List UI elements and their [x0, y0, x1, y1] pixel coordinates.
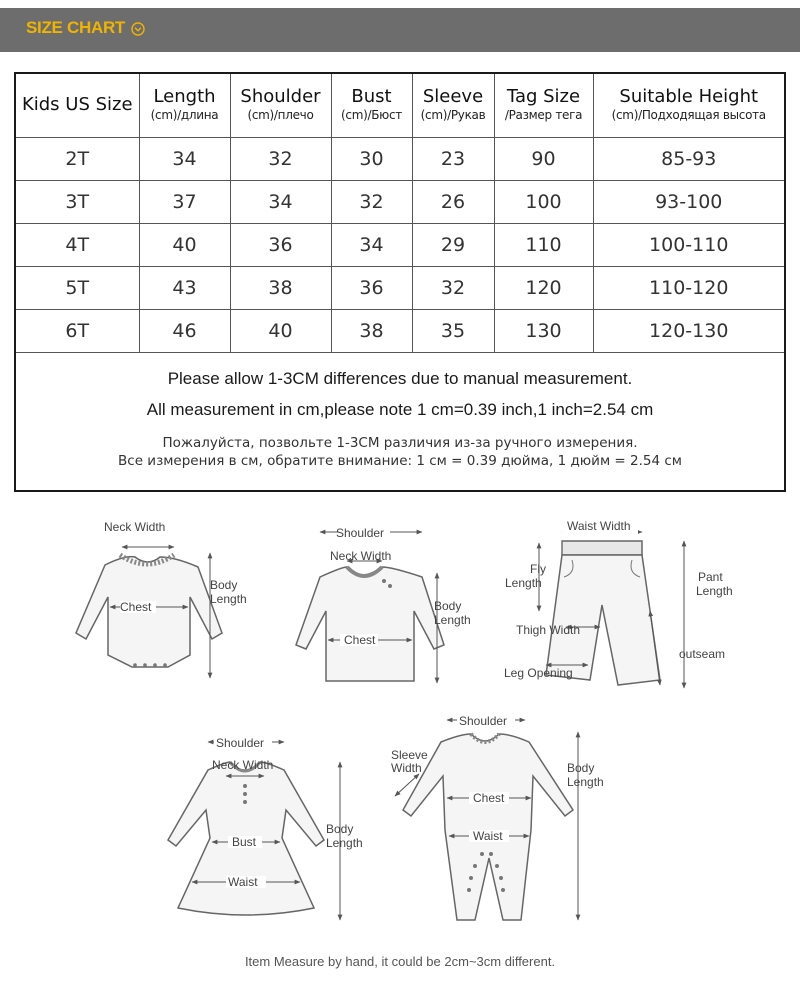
table-cell: 36 [331, 266, 412, 309]
table-cell: 110-120 [593, 266, 784, 309]
page-title: SIZE CHART [26, 18, 126, 37]
bodysuit-diagram [50, 515, 270, 690]
label-pant-length-2: Length [696, 584, 733, 598]
table-cell: 6T [16, 309, 139, 352]
table-cell: 32 [412, 266, 494, 309]
column-header: Sleeve (cm)/Рукав [412, 74, 494, 137]
label-chest: Chest [344, 633, 376, 647]
measurement-notes [16, 355, 784, 490]
table-cell: 2T [16, 137, 139, 180]
romper-illustration [385, 708, 615, 928]
table-cell: 120-130 [593, 309, 784, 352]
note-russian-2: Все измерения в см, обратите внимание: 1 см = 0.39 дюйма, 1 дюйм = 2.54 см [118, 453, 682, 469]
table-cell: 32 [230, 137, 331, 180]
table-cell: 34 [230, 180, 331, 223]
table-cell: 30 [331, 137, 412, 180]
table-cell: 46 [139, 309, 230, 352]
note-english-2: All measurement in cm,please note 1 cm=0.39 inch,1 inch=2.54 cm [146, 400, 654, 419]
label-body-length-1: Body [567, 761, 595, 775]
label-body-length-2: Length [434, 613, 471, 627]
table-cell: 93-100 [593, 180, 784, 223]
label-neck-width: Neck Width [330, 549, 392, 563]
label-waist: Waist [473, 829, 503, 843]
table-cell: 40 [230, 309, 331, 352]
table-cell: 130 [494, 309, 593, 352]
label-sleeve-width-1: Sleeve [391, 748, 428, 762]
size-table [16, 74, 784, 353]
note-english-1: Please allow 1-3CM differences due to manual measurement. [167, 369, 633, 388]
table-row [16, 180, 784, 223]
label-body-length-2: Length [567, 775, 604, 789]
table-cell: 120 [494, 266, 593, 309]
table-cell: 34 [139, 137, 230, 180]
label-sleeve-width-2: Width [391, 761, 422, 775]
column-header: Kids US Size [16, 74, 139, 137]
table-cell: 5T [16, 266, 139, 309]
chevron-down-circle-icon [131, 22, 145, 36]
column-header: Bust (cm)/Бюст [331, 74, 412, 137]
label-bust: Bust [232, 835, 257, 849]
label-chest: Chest [120, 600, 152, 614]
dress-illustration [168, 728, 378, 928]
label-fly-length-2: Length [505, 576, 542, 590]
table-cell: 26 [412, 180, 494, 223]
top-diagram [272, 515, 482, 690]
table-cell: 110 [494, 223, 593, 266]
table-cell: 85-93 [593, 137, 784, 180]
table-cell: 23 [412, 137, 494, 180]
label-body-length-2: Length [326, 836, 363, 850]
table-cell: 38 [331, 309, 412, 352]
table-cell: 29 [412, 223, 494, 266]
table-header-row [16, 74, 784, 137]
table-cell: 38 [230, 266, 331, 309]
column-header: Tag Size /Размер тега [494, 74, 593, 137]
label-leg-opening: Leg Opening [504, 666, 573, 680]
label-neck-width: Neck Width [104, 520, 166, 534]
label-body-length-2: Length [210, 592, 247, 606]
table-cell: 40 [139, 223, 230, 266]
label-neck-width: Neck Width [212, 758, 274, 772]
table-cell: 43 [139, 266, 230, 309]
table-row [16, 266, 784, 309]
column-header: Shoulder (cm)/плечо [230, 74, 331, 137]
table-cell: 90 [494, 137, 593, 180]
table-row [16, 223, 784, 266]
label-waist: Waist [228, 875, 258, 889]
label-shoulder: Shoulder [459, 714, 508, 728]
pants-illustration [500, 515, 760, 695]
label-body-length-1: Body [326, 822, 354, 836]
table-row [16, 309, 784, 352]
label-outseam: outseam [679, 647, 726, 661]
table-cell: 100-110 [593, 223, 784, 266]
table-cell: 36 [230, 223, 331, 266]
label-shoulder: Shoulder [216, 736, 265, 750]
column-header: Length (cm)/длина [139, 74, 230, 137]
note-russian-1: Пожалуйста, позвольте 1-3CM различия из-за ручного измерения. [162, 435, 638, 451]
header-bar [0, 8, 800, 52]
label-shoulder: Shoulder [336, 526, 385, 540]
label-pant-length-1: Pant [698, 570, 723, 584]
pants-diagram [500, 515, 760, 695]
label-body-length-1: Body [210, 578, 238, 592]
romper-diagram [385, 708, 615, 928]
table-cell: 35 [412, 309, 494, 352]
label-fly-length-1: Fly [530, 562, 546, 576]
table-cell: 32 [331, 180, 412, 223]
table-cell: 3T [16, 180, 139, 223]
table-cell: 37 [139, 180, 230, 223]
table-cell: 4T [16, 223, 139, 266]
label-chest: Chest [473, 791, 505, 805]
size-chart-panel [14, 72, 786, 492]
top-illustration [272, 515, 482, 690]
label-waist-width: Waist Width [567, 519, 631, 533]
footnote: Item Measure by hand, it could be 2cm~3cm different. [244, 954, 556, 969]
label-thigh-width: Thigh Width [516, 623, 581, 637]
bodysuit-illustration [50, 515, 270, 690]
table-cell: 34 [331, 223, 412, 266]
column-header: Suitable Height (cm)/Подходящая высота [593, 74, 784, 137]
table-cell: 100 [494, 180, 593, 223]
dress-diagram [168, 728, 378, 928]
table-row [16, 137, 784, 180]
label-body-length-1: Body [434, 599, 462, 613]
